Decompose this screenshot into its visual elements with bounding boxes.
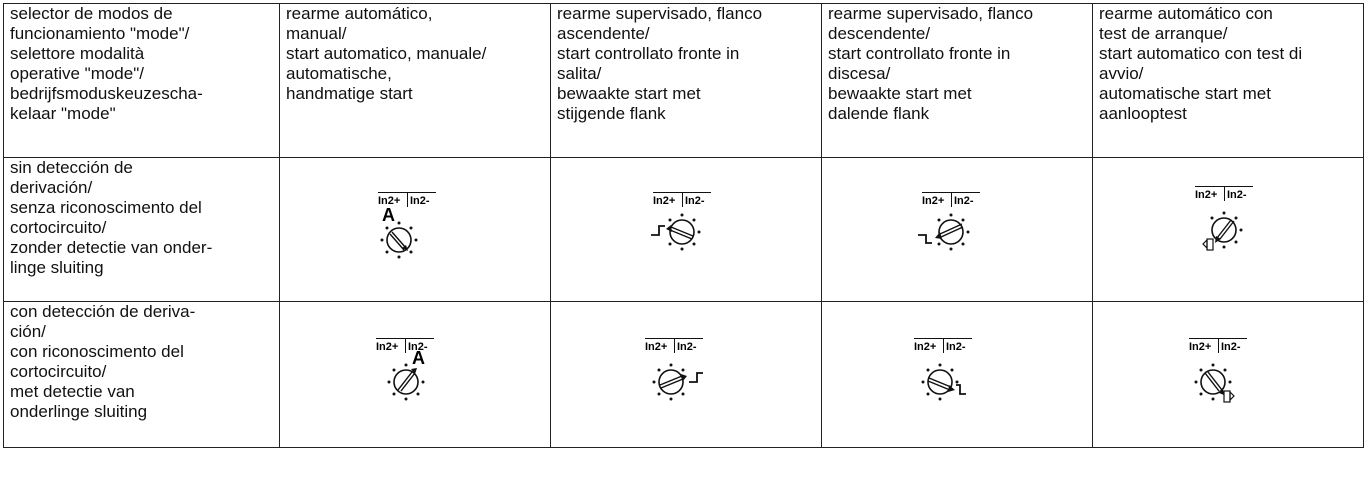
svg-text:In2-: In2- xyxy=(1227,189,1247,201)
mode-selector-table xyxy=(3,3,1364,448)
header-automatic-manual: rearme automático, manual/ start automatico, manuale/ automatische, handmatige start xyxy=(280,4,551,158)
rotary-switch-rising-edge-icon xyxy=(645,338,725,410)
svg-text:In2-: In2- xyxy=(946,341,966,353)
header-falling-edge: rearme supervisado, flanco descendente/ start controllato fronte in discesa/ bewaakte start met dalende flank xyxy=(822,4,1093,158)
rotary-switch-falling-edge-icon xyxy=(914,338,994,410)
svg-text:In2+: In2+ xyxy=(1189,341,1212,353)
symbol-cell xyxy=(551,302,822,448)
symbol-cell xyxy=(1093,302,1364,448)
svg-text:In2+: In2+ xyxy=(376,341,399,353)
rotary-switch-auto-manual-icon xyxy=(376,338,446,410)
svg-text:In2+: In2+ xyxy=(914,341,937,353)
row-label-no-cross-detection: sin detección de derivación/ senza riconoscimento del cortocircuito/ zonder detectie van onder- linge sluiting xyxy=(4,158,280,302)
svg-text:In2-: In2- xyxy=(954,195,974,207)
symbol-cell xyxy=(822,302,1093,448)
rotary-switch-start-test-icon xyxy=(1189,338,1269,418)
svg-text:In2+: In2+ xyxy=(1195,189,1218,201)
svg-text:In2+: In2+ xyxy=(645,341,668,353)
symbol-cell xyxy=(280,158,551,302)
header-rising-edge: rearme supervisado, flanco ascendente/ start controllato fronte in salita/ bewaakte start met stijgende flank xyxy=(551,4,822,158)
row-label-cross-detection: con detección de deriva- ción/ con riconoscimento del cortocircuito/ met detectie van onderlinge sluiting xyxy=(4,302,280,448)
svg-text:In2-: In2- xyxy=(685,195,705,207)
row-no-cross-detection xyxy=(4,158,1364,302)
rotary-switch-rising-edge-icon xyxy=(651,192,731,264)
svg-text:In2-: In2- xyxy=(677,341,697,353)
row-cross-detection xyxy=(4,302,1364,448)
rotary-switch-start-test-icon xyxy=(1193,186,1273,266)
symbol-cell xyxy=(551,158,822,302)
svg-text:In2+: In2+ xyxy=(653,195,676,207)
symbol-cell xyxy=(1093,158,1364,302)
svg-text:In2+: In2+ xyxy=(922,195,945,207)
rotary-switch-falling-edge-icon xyxy=(918,192,998,264)
symbol-cell xyxy=(280,302,551,448)
mode-table xyxy=(3,3,1364,448)
symbol-cell xyxy=(822,158,1093,302)
header-mode-selector: selector de modos de funcionamiento "mode"/ selettore modalità operative "mode"/ bedrijfsmoduskeuzescha- kelaar "mode" xyxy=(4,4,280,158)
terminal-plus-label: In2+ xyxy=(378,195,401,207)
svg-text:In2-: In2- xyxy=(408,341,428,353)
terminal-minus-label: In2- xyxy=(410,195,430,207)
svg-text:In2-: In2- xyxy=(1221,341,1241,353)
rotary-switch-auto-manual-icon xyxy=(378,192,448,264)
svg-text:A: A xyxy=(412,348,425,368)
header-row xyxy=(4,4,1364,158)
auto-mark-label: A xyxy=(382,205,395,225)
header-start-test: rearme automático con test de arranque/ start automatico con test di avvio/ automatische start met aanlooptest xyxy=(1093,4,1364,158)
